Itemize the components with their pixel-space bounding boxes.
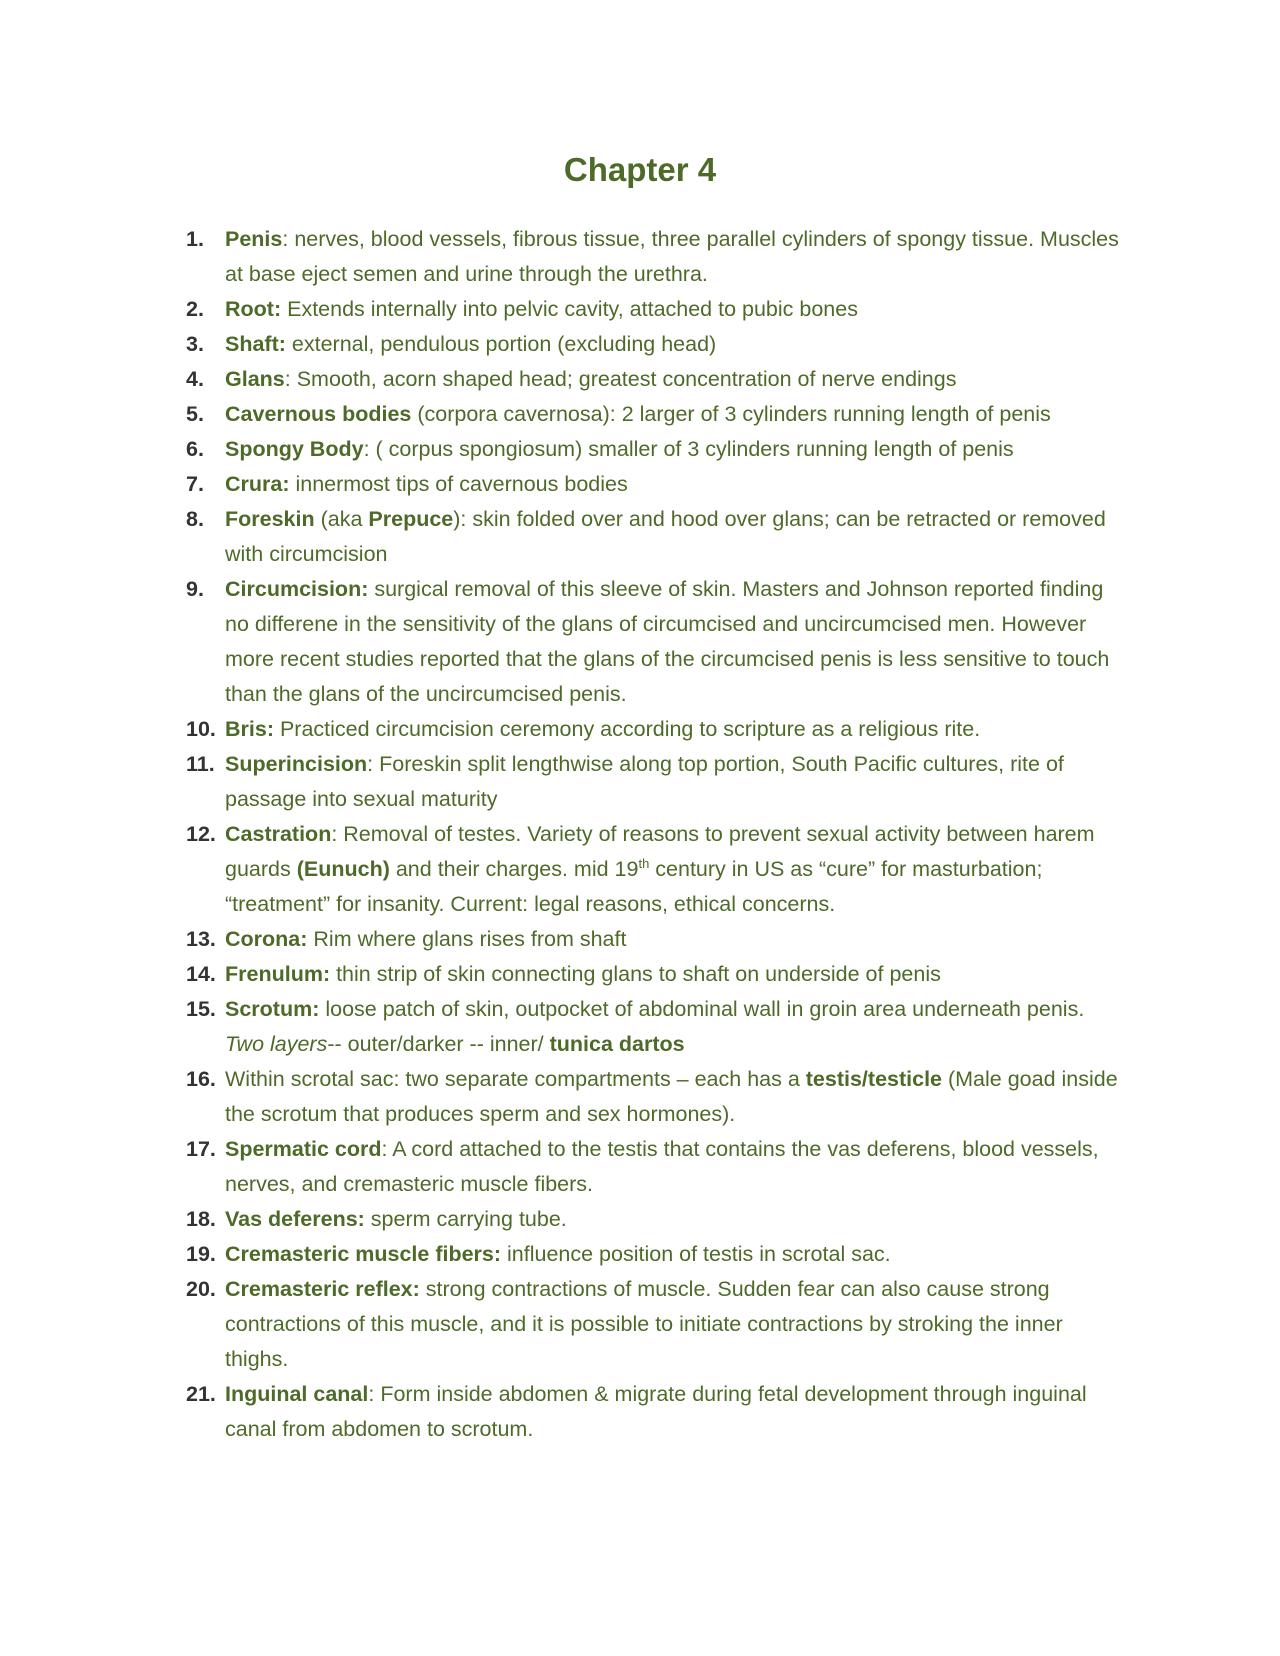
superscript: th xyxy=(638,856,650,871)
item-number: 5. xyxy=(186,402,204,426)
term: Castration xyxy=(225,822,332,846)
item-number: 15. xyxy=(186,997,216,1021)
text-run: ): skin folded over and hood over glans; can be retracted or removed with circumcision xyxy=(225,507,1106,566)
term: tunica dartos xyxy=(549,1032,685,1056)
list-item xyxy=(186,467,1126,502)
text-run: sperm carrying tube. xyxy=(364,1207,567,1231)
list-item xyxy=(186,222,1126,292)
text-run: and their charges. mid 19 xyxy=(389,857,639,881)
item-number: 8. xyxy=(186,507,204,531)
list-item xyxy=(186,957,1126,992)
item-text xyxy=(225,1272,1126,1377)
item-text xyxy=(225,432,1126,467)
list-item xyxy=(186,327,1126,362)
text-run: (aka xyxy=(314,507,369,531)
item-text xyxy=(225,327,1126,362)
text-run: century in US as “cure” for masturbation; “treatment” for insanity. Current: legal reasons, ethical concerns. xyxy=(225,857,1043,916)
text-run: : Form inside abdomen & migrate during fetal development through inguinal canal from abdomen to scrotum. xyxy=(225,1382,1087,1441)
term: Foreskin xyxy=(225,507,315,531)
list-item xyxy=(186,292,1126,327)
text-run: (corpora cavernosa): 2 larger of 3 cylinders running length of penis xyxy=(411,402,1051,426)
item-number: 7. xyxy=(186,472,204,496)
term: Glans xyxy=(225,367,285,391)
item-text xyxy=(225,572,1126,712)
text-run: Within scrotal sac: two separate compartments – each has a xyxy=(225,1067,806,1091)
item-number: 11. xyxy=(186,752,215,776)
term: Cremasteric muscle fibers: xyxy=(225,1242,502,1266)
text-run: : A cord attached to the testis that contains the vas deferens, blood vessels, nerves, and cremasteric muscle fibers. xyxy=(225,1137,1099,1196)
item-text xyxy=(225,1062,1126,1132)
item-text xyxy=(225,957,1126,992)
list-item xyxy=(186,432,1126,467)
text-run: : Smooth, acorn shaped head; greatest concentration of nerve endings xyxy=(284,367,957,391)
list-item xyxy=(186,747,1126,817)
item-text xyxy=(225,747,1126,817)
text-run: -- outer/darker -- inner/ xyxy=(327,1032,550,1056)
item-text xyxy=(225,222,1126,292)
term: testis/testicle xyxy=(805,1067,942,1091)
term: Spongy Body xyxy=(225,437,364,461)
list-item xyxy=(186,362,1126,397)
list-item xyxy=(186,922,1126,957)
text-run: : Foreskin split lengthwise along top portion, South Pacific cultures, rite of passage into sexual maturity xyxy=(225,752,1064,811)
term: Corona: xyxy=(225,927,308,951)
text-run: Two layers xyxy=(225,1032,328,1056)
term: Bris: xyxy=(225,717,274,741)
item-number: 9. xyxy=(186,577,204,601)
item-text xyxy=(225,817,1126,922)
item-number: 12. xyxy=(186,822,216,846)
list-item xyxy=(186,1062,1126,1132)
item-number: 21. xyxy=(186,1382,216,1406)
item-text xyxy=(225,467,1126,502)
list-item xyxy=(186,1237,1126,1272)
text-run: : Removal of testes. Variety of reasons to prevent sexual activity between harem guards xyxy=(225,822,1095,881)
term: Circumcision: xyxy=(225,577,369,601)
text-run: external, pendulous portion (excluding head) xyxy=(285,332,717,356)
text-run: innermost tips of cavernous bodies xyxy=(289,472,628,496)
chapter-title: Chapter 4 xyxy=(563,151,717,188)
term: Crura: xyxy=(225,472,290,496)
list-item xyxy=(186,817,1126,922)
item-number: 4. xyxy=(186,367,204,391)
text-run: Rim where glans rises from shaft xyxy=(307,927,627,951)
term: Spermatic cord xyxy=(225,1137,382,1161)
term: Frenulum: xyxy=(225,962,331,986)
list-item xyxy=(186,992,1126,1062)
item-number: 18. xyxy=(186,1207,216,1231)
term: Cremasteric reflex: xyxy=(225,1277,420,1301)
term: Shaft: xyxy=(225,332,286,356)
item-number: 10. xyxy=(186,717,216,741)
item-number: 6. xyxy=(186,437,204,461)
item-number: 16. xyxy=(186,1067,216,1091)
item-text xyxy=(225,1377,1126,1447)
text-run: influence position of testis in scrotal sac. xyxy=(501,1242,891,1266)
text-run: Practiced circumcision ceremony according to scripture as a religious rite. xyxy=(273,717,981,741)
list-item xyxy=(186,572,1126,712)
term: Prepuce xyxy=(368,507,454,531)
text-run: loose patch of skin, outpocket of abdominal wall in groin area underneath penis. xyxy=(319,997,1085,1021)
list-item xyxy=(186,1132,1126,1202)
term: Cavernous bodies xyxy=(225,402,412,426)
item-text xyxy=(225,712,1126,747)
item-text xyxy=(225,397,1126,432)
item-text xyxy=(225,922,1126,957)
list-item xyxy=(186,1272,1126,1377)
list-item xyxy=(186,397,1126,432)
item-text xyxy=(225,362,1126,397)
term: Vas deferens: xyxy=(225,1207,365,1231)
item-text xyxy=(225,1237,1126,1272)
item-number: 14. xyxy=(186,962,216,986)
item-text xyxy=(225,502,1126,572)
definition-list xyxy=(186,222,1126,1447)
text-run: strong contractions of muscle. Sudden fear can also cause strong contractions of this muscle, and it is possible to initiate contractions by stroking the inner thighs. xyxy=(225,1277,1063,1371)
text-run: (Male goad inside the scrotum that produces sperm and sex hormones). xyxy=(225,1067,1118,1126)
text-run: surgical removal of this sleeve of skin. Masters and Johnson reported finding no differene in the sensitivity of the glans of circumcised and uncircumcised men. However more recent studies reported that the glans of the circumcised penis is less sensitive to touch than the glans of the uncircumcised penis. xyxy=(225,577,1110,706)
list-item xyxy=(186,1202,1126,1237)
term: Penis xyxy=(225,227,283,251)
item-number: 13. xyxy=(186,927,216,951)
term: Superincision xyxy=(225,752,368,776)
text-run: : nerves, blood vessels, fibrous tissue, three parallel cylinders of spongy tissue. Muscles at base eject semen and urine through the urethra. xyxy=(225,227,1119,286)
list-item xyxy=(186,502,1126,572)
item-number: 2. xyxy=(186,297,204,321)
text-run: : ( corpus spongiosum) smaller of 3 cylinders running length of penis xyxy=(363,437,1014,461)
item-text xyxy=(225,1132,1126,1202)
text-run: Extends internally into pelvic cavity, attached to pubic bones xyxy=(281,297,858,321)
term: Scrotum: xyxy=(225,997,320,1021)
text-run: thin strip of skin connecting glans to shaft on underside of penis xyxy=(330,962,941,986)
item-number: 20. xyxy=(186,1277,216,1301)
item-number: 19. xyxy=(186,1242,216,1266)
term: Inguinal canal xyxy=(225,1382,369,1406)
term: (Eunuch) xyxy=(296,857,390,881)
item-number: 17. xyxy=(186,1137,216,1161)
item-number: 1. xyxy=(186,227,204,251)
item-text xyxy=(225,292,1126,327)
item-text xyxy=(225,1202,1126,1237)
item-number: 3. xyxy=(186,332,204,356)
list-item xyxy=(186,712,1126,747)
term: Root: xyxy=(225,297,282,321)
list-item xyxy=(186,1377,1126,1447)
item-text xyxy=(225,992,1126,1062)
